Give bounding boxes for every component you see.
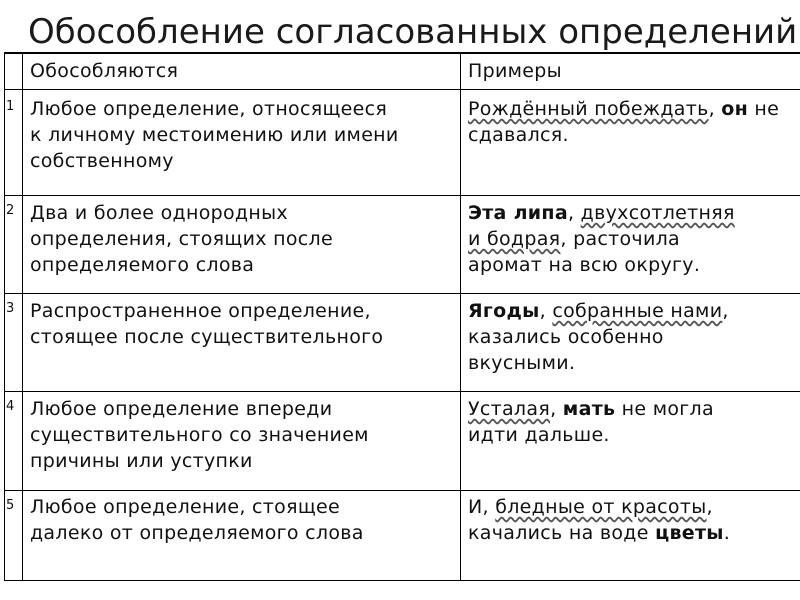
example-text: , (539, 300, 553, 322)
rule-cell (30, 200, 333, 278)
example-cell (468, 200, 793, 278)
page-title: Обособление согласованных определений (28, 12, 798, 52)
example-text: , (550, 398, 563, 420)
row-number: 2 (6, 203, 15, 218)
example-cell (468, 494, 793, 546)
example-text: , расточила (560, 228, 680, 250)
rule-cell (30, 396, 369, 474)
rule-line: Любое определение, стоящее (30, 496, 340, 518)
example-text: качались на воде (468, 522, 656, 544)
example-text: , (706, 496, 713, 518)
row-number: 5 (6, 498, 15, 513)
rule-line: существительного со значением (30, 424, 369, 446)
header-bottom-border (4, 89, 800, 90)
rule-line: стоящее после существительного (30, 326, 384, 348)
row-divider (4, 293, 800, 294)
example-defined-word: мать (562, 398, 616, 420)
row-divider (4, 391, 800, 392)
column-divider (460, 52, 461, 580)
example-definition: бледные от красоты (495, 496, 707, 518)
rule-line: Два и более однородных (30, 202, 288, 224)
example-text: аромат на всю округу. (468, 254, 701, 276)
row-number: 3 (6, 301, 15, 316)
rule-line: далеко от определяемого слова (30, 522, 364, 544)
example-defined-word: Эта липа (468, 202, 568, 224)
example-cell (468, 298, 793, 376)
example-text: вкусными. (468, 352, 576, 374)
row-divider (4, 490, 800, 491)
example-text: И, (468, 496, 496, 518)
example-text: казались особенно (468, 326, 664, 348)
example-defined-word: Ягоды (468, 300, 540, 322)
example-definition: двухсотлетняя (580, 202, 735, 224)
rule-line: Распространенное определение, (30, 300, 371, 322)
rule-line: Любое определение, относящееся (30, 98, 388, 120)
example-text: , (722, 300, 729, 322)
table-top-border (4, 52, 800, 54)
example-cell (468, 96, 793, 148)
rule-line: определения, стоящих после (30, 228, 333, 250)
rule-line: Любое определение впереди (30, 398, 333, 420)
example-definition: Усталая (468, 398, 551, 420)
row-number: 4 (6, 399, 15, 414)
header-rules: Обособляются (30, 60, 179, 82)
example-text: . (723, 522, 731, 544)
rule-cell (30, 298, 383, 350)
header-examples: Примеры (468, 60, 562, 82)
example-text: , (567, 202, 581, 224)
row-divider (4, 195, 800, 196)
example-text: идти дальше. (468, 424, 610, 446)
table-bottom-border (4, 580, 800, 581)
rule-line: определяемого слова (30, 254, 255, 276)
rule-cell (30, 494, 364, 546)
rule-line: причины или уступки (30, 450, 253, 472)
example-cell (468, 396, 793, 448)
rule-cell (30, 96, 399, 174)
example-defined-word: цветы (655, 522, 724, 544)
example-text: не могла (615, 398, 714, 420)
row-number: 1 (6, 99, 15, 114)
example-text: , (708, 98, 722, 120)
example-defined-word: он (721, 98, 749, 120)
table-left-border (4, 52, 5, 580)
example-definition: и бодрая (468, 228, 561, 250)
example-definition: собранные нами (552, 300, 723, 322)
number-column-border (22, 52, 23, 580)
example-definition: Рождённый побеждать (468, 98, 709, 120)
example-text: не сдавался. (468, 98, 780, 146)
rule-line: к личному местоимению или имени (30, 124, 399, 146)
rule-line: собственному (30, 150, 174, 172)
